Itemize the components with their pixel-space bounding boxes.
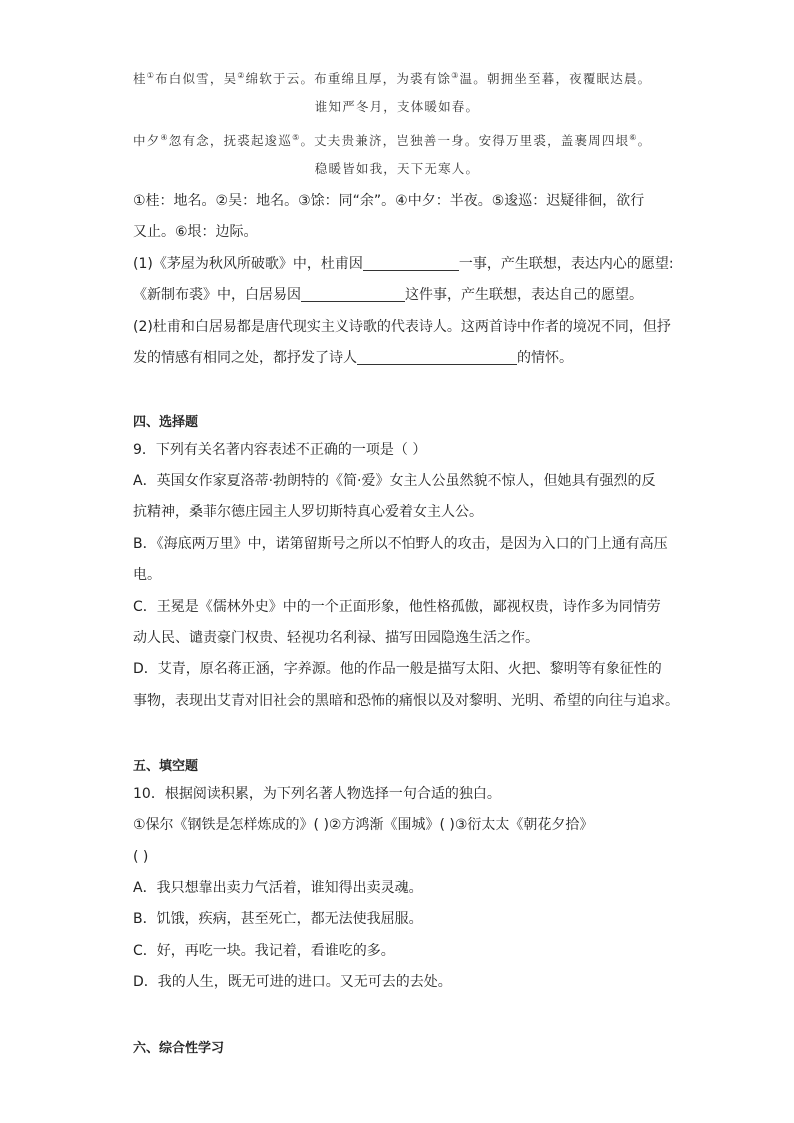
poem-text: 中夕 — [133, 133, 161, 148]
question-text: 一事，产生联想，表达内心的愿望: — [458, 256, 674, 272]
question-10: 10．根据阅读积累，为下列名著人物选择一句合适的独白。 — [133, 786, 501, 802]
poem-text: 忽有念，抚裘起逡巡 — [168, 133, 293, 148]
poem-text: 桂 — [133, 71, 147, 86]
footnote-mark: ⑥ — [629, 133, 638, 142]
poem-text: 。 — [637, 133, 652, 148]
option-d: D．我的人生，既无可进的进口。又无可去的去处。 — [133, 974, 452, 990]
option-d-line2: 事物，表现出艾青对旧社会的黑暗和恐怖的痛恨以及对黎明、光明、希望的向往与追求。 — [133, 693, 679, 709]
answer-blank[interactable] — [301, 286, 405, 302]
option-c-line1: C．王冕是《儒林外史》中的一个正面形象，他性格孤傲，鄙视权贵，诗作多为同情劳 — [133, 599, 661, 615]
question-text: 这件事，产生联想，表达自己的愿望。 — [405, 287, 643, 303]
option-c: C．好，再吃一块。我记着，看谁吃的多。 — [133, 943, 395, 959]
footnote-mark: ② — [237, 71, 246, 80]
poem-text: 布白似雪，吴 — [155, 71, 238, 86]
annotation-line-2: 又止。⑥垠：边际。 — [133, 224, 258, 240]
option-b-line2: 电。 — [133, 567, 161, 583]
poem-text: 绵软于云。布重绵且厚，为裘有馀 — [245, 71, 452, 86]
poem-line-3 — [133, 128, 651, 151]
question-10-items-cont: ( ) — [133, 849, 149, 865]
poem-line-1 — [133, 66, 651, 89]
question-10-items: ①保尔《钢铁是怎样炼成的》( )②方鸿渐《围城》( )③衍太太《朝花夕拾》 — [133, 817, 594, 833]
footnote-mark: ③ — [451, 71, 460, 80]
annotation-line-1: ①桂：地名。②吴：地名。③馀：同“余”。④中夕：半夜。⑤逡巡：迟疑徘徊，欲行 — [133, 193, 645, 209]
question-text: 《新制布裘》中，白居易因 — [133, 287, 301, 303]
option-b-line1: B．《海底两万里》中，诺第留斯号之所以不怕野人的攻击，是因为入口的门上通有高压 — [133, 536, 668, 552]
q8-part1-line1 — [133, 254, 674, 274]
footnote-mark: ⑤ — [292, 133, 301, 142]
answer-blank[interactable] — [357, 349, 517, 365]
q8-part1-line2 — [133, 285, 643, 305]
q8-part2-line1: (2)杜甫和白居易都是唐代现实主义诗歌的代表诗人。这两首诗中作者的境况不同，但抒 — [133, 319, 671, 335]
question-text: 发的情感有相同之处，都抒发了诗人 — [133, 350, 357, 366]
section-heading: 四、选择题 — [133, 415, 199, 430]
question-9: 9．下列有关名著内容表述不正确的一项是（ ） — [133, 442, 427, 458]
answer-blank[interactable] — [363, 255, 459, 271]
option-a-line1: A．英国女作家夏洛蒂·勃朗特的《简·爱》女主人公虽然貌不惊人，但她具有强烈的反 — [133, 473, 656, 489]
poem-line-4: 稳暖皆如我，天下无寒人。 — [314, 161, 480, 176]
q8-part2-line2 — [133, 348, 573, 368]
poem-line-2: 谁知严冬月，支体暖如春。 — [314, 99, 480, 114]
poem-text: 温。朝拥坐至暮，夜覆眠达晨。 — [459, 71, 652, 86]
option-a-line2: 抗精神，桑菲尔德庄园主人罗切斯特真心爱着女主人公。 — [133, 504, 483, 520]
footnote-mark: ④ — [160, 133, 169, 142]
question-text: 的情怀。 — [517, 350, 573, 366]
option-d-line1: D．艾青，原名蒋正涵，字养源。他的作品一般是描写太阳、火把、黎明等有象征性的 — [133, 661, 662, 677]
option-b: B．饥饿，疾病，甚至死亡，都无法使我屈服。 — [133, 911, 423, 927]
section-heading: 五、填空题 — [133, 759, 199, 774]
option-a: A．我只想靠出卖力气活着，谁知得出卖灵魂。 — [133, 880, 423, 896]
footnote-mark: ① — [146, 71, 156, 80]
question-text: (1)《茅屋为秋风所破歌》中，杜甫因 — [133, 256, 363, 272]
section-heading: 六、综合性学习 — [133, 1041, 225, 1056]
option-c-line2: 动人民、谴责豪门权贵、轻视功名利禄、描写田园隐逸生活之作。 — [133, 630, 539, 646]
poem-text: 。丈夫贵兼济，岂独善一身。安得万里裘，盖裹周四垠 — [300, 133, 630, 148]
